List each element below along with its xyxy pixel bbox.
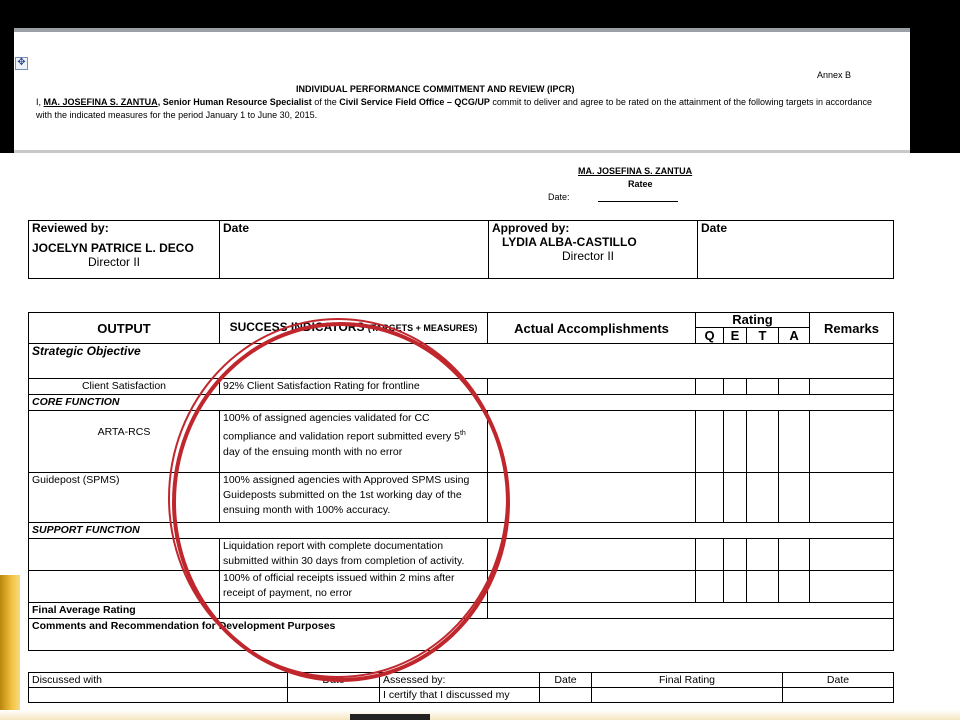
rating-cell: [779, 539, 810, 571]
output-guidepost: Guidepost (SPMS): [29, 473, 220, 523]
form-title: INDIVIDUAL PERFORMANCE COMMITMENT AND REVIEW (IPCR): [296, 84, 575, 94]
indicator-guidepost: 100% assigned agencies with Approved SPMS using Guideposts submitted on the 1st working day of the ensuing month with 100% accuracy.: [220, 473, 488, 523]
signature-table: [28, 220, 894, 279]
intro-office: Civil Service Field Office – QCG/UP: [339, 97, 490, 107]
arta-text: 100% of assigned agencies validated for CC compliance and validation report submitted every 5: [223, 412, 460, 443]
intro-of: of the: [311, 97, 340, 107]
indicator-client-satisfaction: 92% Client Satisfaction Rating for frontline: [220, 379, 488, 395]
remarks-cell: [810, 411, 894, 473]
footer-date-2: Date: [540, 673, 592, 688]
approver-name: LYDIA ALBA-CASTILLO: [502, 235, 637, 249]
rating-cell: [747, 411, 779, 473]
rating-cell: [696, 411, 724, 473]
intro-position: , Senior Human Resource Specialist: [157, 97, 312, 107]
header-rating: Rating: [696, 313, 810, 328]
footer-cell: [288, 688, 380, 703]
rating-cell: [779, 379, 810, 395]
rating-cell: [724, 411, 747, 473]
arta-text-end: day of the ensuing month with no error: [223, 445, 403, 458]
red-annotation-circle-outer: [168, 318, 508, 678]
rating-cell: [747, 379, 779, 395]
rating-cell: [696, 571, 724, 603]
ratee-name: MA. JOSEFINA S. ZANTUA: [578, 166, 693, 176]
slide-separator-line: [14, 150, 910, 153]
footer-date-1: Date: [288, 673, 380, 688]
header-remarks: Remarks: [810, 313, 894, 344]
actual-cell: [488, 571, 696, 603]
slide-top-bar: [0, 0, 960, 28]
rating-cell: [747, 539, 779, 571]
certify-text: I certify that I discussed my: [380, 688, 540, 703]
ratee-date-label: Date:: [548, 192, 570, 202]
reviewed-date-label: Date: [223, 221, 250, 235]
support-function-heading: SUPPORT FUNCTION: [29, 523, 894, 539]
ratee-date-line: [598, 201, 678, 202]
reviewed-date-cell: [220, 221, 489, 279]
header-success-main: SUCCESS INDICATORS: [229, 320, 365, 334]
commitment-statement: [36, 96, 886, 122]
footer-cell: [29, 688, 288, 703]
rating-cell: [724, 473, 747, 523]
intro-prefix: I,: [36, 97, 44, 107]
rating-cell: [779, 571, 810, 603]
approved-date-cell: [698, 221, 894, 279]
header-success-sub: (TARGETS + MEASURES): [367, 323, 478, 333]
header-actual: Actual Accomplishments: [488, 313, 696, 344]
remarks-cell: [810, 473, 894, 523]
final-rating-label: Final Rating: [592, 673, 783, 688]
actual-cell: [488, 539, 696, 571]
document-top-border: [14, 28, 910, 32]
header-rating-e: E: [724, 328, 747, 344]
output-client-satisfaction: Client Satisfaction: [29, 379, 220, 395]
actual-cell: [488, 411, 696, 473]
comments-heading: Comments and Recommendation for Development Purposes: [29, 619, 894, 651]
footer-table: [28, 672, 894, 703]
final-average-rest: [488, 603, 894, 619]
actual-cell: [488, 473, 696, 523]
footer-cell: [783, 688, 894, 703]
output-arta-rcs: ARTA-RCS: [29, 411, 220, 473]
remarks-cell: [810, 379, 894, 395]
remarks-cell: [810, 571, 894, 603]
footer-date-3: Date: [783, 673, 894, 688]
approver-title: Director II: [562, 249, 615, 263]
slide-right-band: [910, 28, 960, 153]
strategic-objective-heading: Strategic Objective: [29, 344, 894, 379]
rating-cell: [747, 473, 779, 523]
slide-left-band: [0, 28, 14, 153]
rating-cell: [724, 379, 747, 395]
header-rating-q: Q: [696, 328, 724, 344]
reviewed-cell: [29, 221, 220, 279]
header-rating-t: T: [747, 328, 779, 344]
rating-cell: [747, 571, 779, 603]
ratee-label: Ratee: [628, 179, 653, 189]
table-move-handle-icon[interactable]: ✥: [15, 57, 28, 70]
intro-suffix: commit to deliver and agree to be rated on the attainment of the following targets in accordance with the indicated measures for the period January 1 to June 30, 2015.: [36, 97, 873, 120]
indicator-liquidation: Liquidation report with complete documentation submitted within 30 days from completion of activity.: [220, 539, 488, 571]
rating-cell: [724, 571, 747, 603]
remarks-cell: [810, 539, 894, 571]
gold-decoration: [0, 575, 20, 720]
core-function-heading: CORE FUNCTION: [29, 395, 894, 411]
header-rating-a: A: [779, 328, 810, 344]
arta-sup: th: [459, 430, 466, 437]
bottom-dark-mark: [350, 714, 430, 720]
approved-cell: [489, 221, 698, 279]
reviewer-name: JOCELYN PATRICE L. DECO: [32, 241, 194, 255]
rating-cell: [779, 473, 810, 523]
assessed-by-label: Assessed by:: [380, 673, 540, 688]
discussed-with-label: Discussed with: [29, 673, 288, 688]
approved-label: Approved by:: [492, 221, 570, 235]
final-average-rating-label: Final Average Rating: [29, 603, 220, 619]
actual-cell: [488, 379, 696, 395]
rating-cell: [696, 473, 724, 523]
approved-date-label: Date: [701, 221, 728, 235]
reviewed-label: Reviewed by:: [32, 221, 109, 235]
footer-cell: [592, 688, 783, 703]
intro-employee-name: MA. JOSEFINA S. ZANTUA: [43, 97, 158, 107]
rating-cell: [696, 539, 724, 571]
rating-cell: [696, 379, 724, 395]
header-output: OUTPUT: [29, 313, 220, 344]
footer-cell: [540, 688, 592, 703]
gold-bottom-decoration: [0, 710, 960, 720]
rating-cell: [724, 539, 747, 571]
indicator-receipts: 100% of official receipts issued within 2 mins after receipt of payment, no error: [220, 571, 488, 603]
rating-cell: [779, 411, 810, 473]
annex-label: Annex B: [817, 70, 852, 80]
reviewer-title: Director II: [88, 255, 141, 269]
